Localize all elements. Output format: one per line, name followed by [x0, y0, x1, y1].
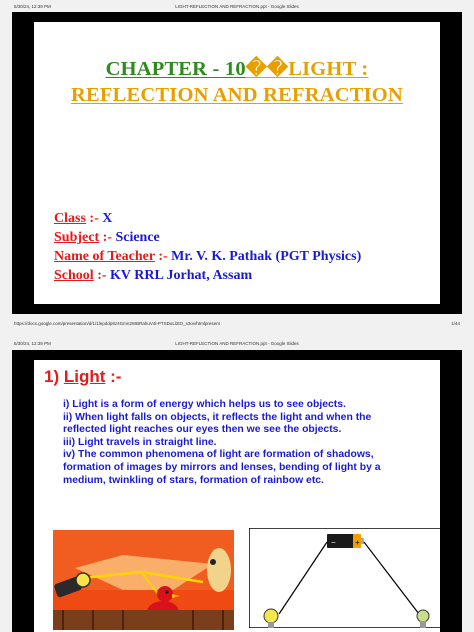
info-label: Class — [54, 211, 86, 226]
info-sep: :- — [99, 230, 116, 245]
info-label: Name of Teacher — [54, 249, 155, 264]
eye-illustration — [207, 548, 231, 592]
info-class — [54, 211, 112, 227]
info-label: School — [54, 268, 94, 283]
title-light: LIGHT : — [288, 58, 369, 80]
heading-word: Light — [63, 367, 106, 386]
heading-number: 1) — [44, 367, 64, 386]
slide-title-line-1 — [34, 56, 440, 81]
info-label: Subject — [54, 230, 100, 245]
body-line: reflected light reaches our eyes then we see the objects. — [63, 424, 342, 436]
info-teacher — [54, 249, 361, 265]
slide-2-body — [63, 399, 440, 487]
print-header-2 — [0, 337, 474, 349]
info-sep: :- — [154, 249, 172, 264]
title-chapter: CHAPTER - 10 — [105, 58, 246, 80]
body-line: ii) When light falls on objects, it reflects the light and when the — [63, 411, 372, 423]
info-value: X — [102, 211, 113, 226]
print-doc-title: LIGHT-REFLECTION AND REFRACTION.ppt - Google Slides — [175, 4, 299, 9]
slide-2-heading — [44, 367, 121, 387]
torch-reflection-illustration — [53, 530, 234, 630]
info-value: Science — [115, 230, 160, 245]
battery-circuit-illustration — [249, 528, 440, 628]
slide-1-frame — [12, 12, 462, 314]
heading-sep: :- — [105, 367, 122, 386]
print-timestamp: 5/30/24, 12:39 PM — [14, 341, 51, 346]
print-page-number: 1/44 — [451, 321, 460, 326]
print-doc-title: LIGHT-REFLECTION AND REFRACTION.ppt - Google Slides — [175, 341, 299, 346]
print-footer-1 — [0, 319, 474, 329]
svg-text:−: − — [331, 538, 336, 547]
body-line: i) Light is a form of energy which helps us to see objects. — [63, 399, 346, 410]
info-sep: :- — [93, 268, 111, 283]
print-header-1 — [0, 0, 474, 12]
info-value: KV RRL Jorhat, Assam — [110, 268, 253, 283]
info-subject — [54, 230, 160, 246]
body-line: formation of images by mirrors and lenses, bending of light by a — [63, 461, 381, 473]
slide-title-line-2: REFLECTION AND REFRACTION — [71, 84, 403, 106]
print-footer-url: https://docs.google.com/presentation/d/1/1lnpddp8z4Gmn2WBRahuV4l-PTSDuLl2tO_s3ov/htmlpresent — [14, 321, 220, 326]
slide-2-frame — [12, 350, 462, 632]
body-line: medium, twinkling of stars, formation of rainbow etc. — [63, 474, 324, 486]
info-school — [54, 268, 252, 284]
slide-1 — [34, 22, 440, 304]
info-sep: :- — [85, 211, 103, 226]
print-timestamp: 5/30/24, 12:39 PM — [14, 4, 51, 9]
svg-text:+: + — [355, 538, 360, 547]
title-glitch-chars: �� — [245, 58, 289, 80]
slide-2 — [34, 360, 440, 632]
body-line: iv) The common phenomena of light are formation of shadows, — [63, 449, 374, 461]
body-line: iii) Light travels in straight line. — [63, 436, 217, 448]
info-value: Mr. V. K. Pathak (PGT Physics) — [171, 249, 362, 264]
battery-icon — [327, 534, 364, 548]
fence — [53, 610, 234, 630]
